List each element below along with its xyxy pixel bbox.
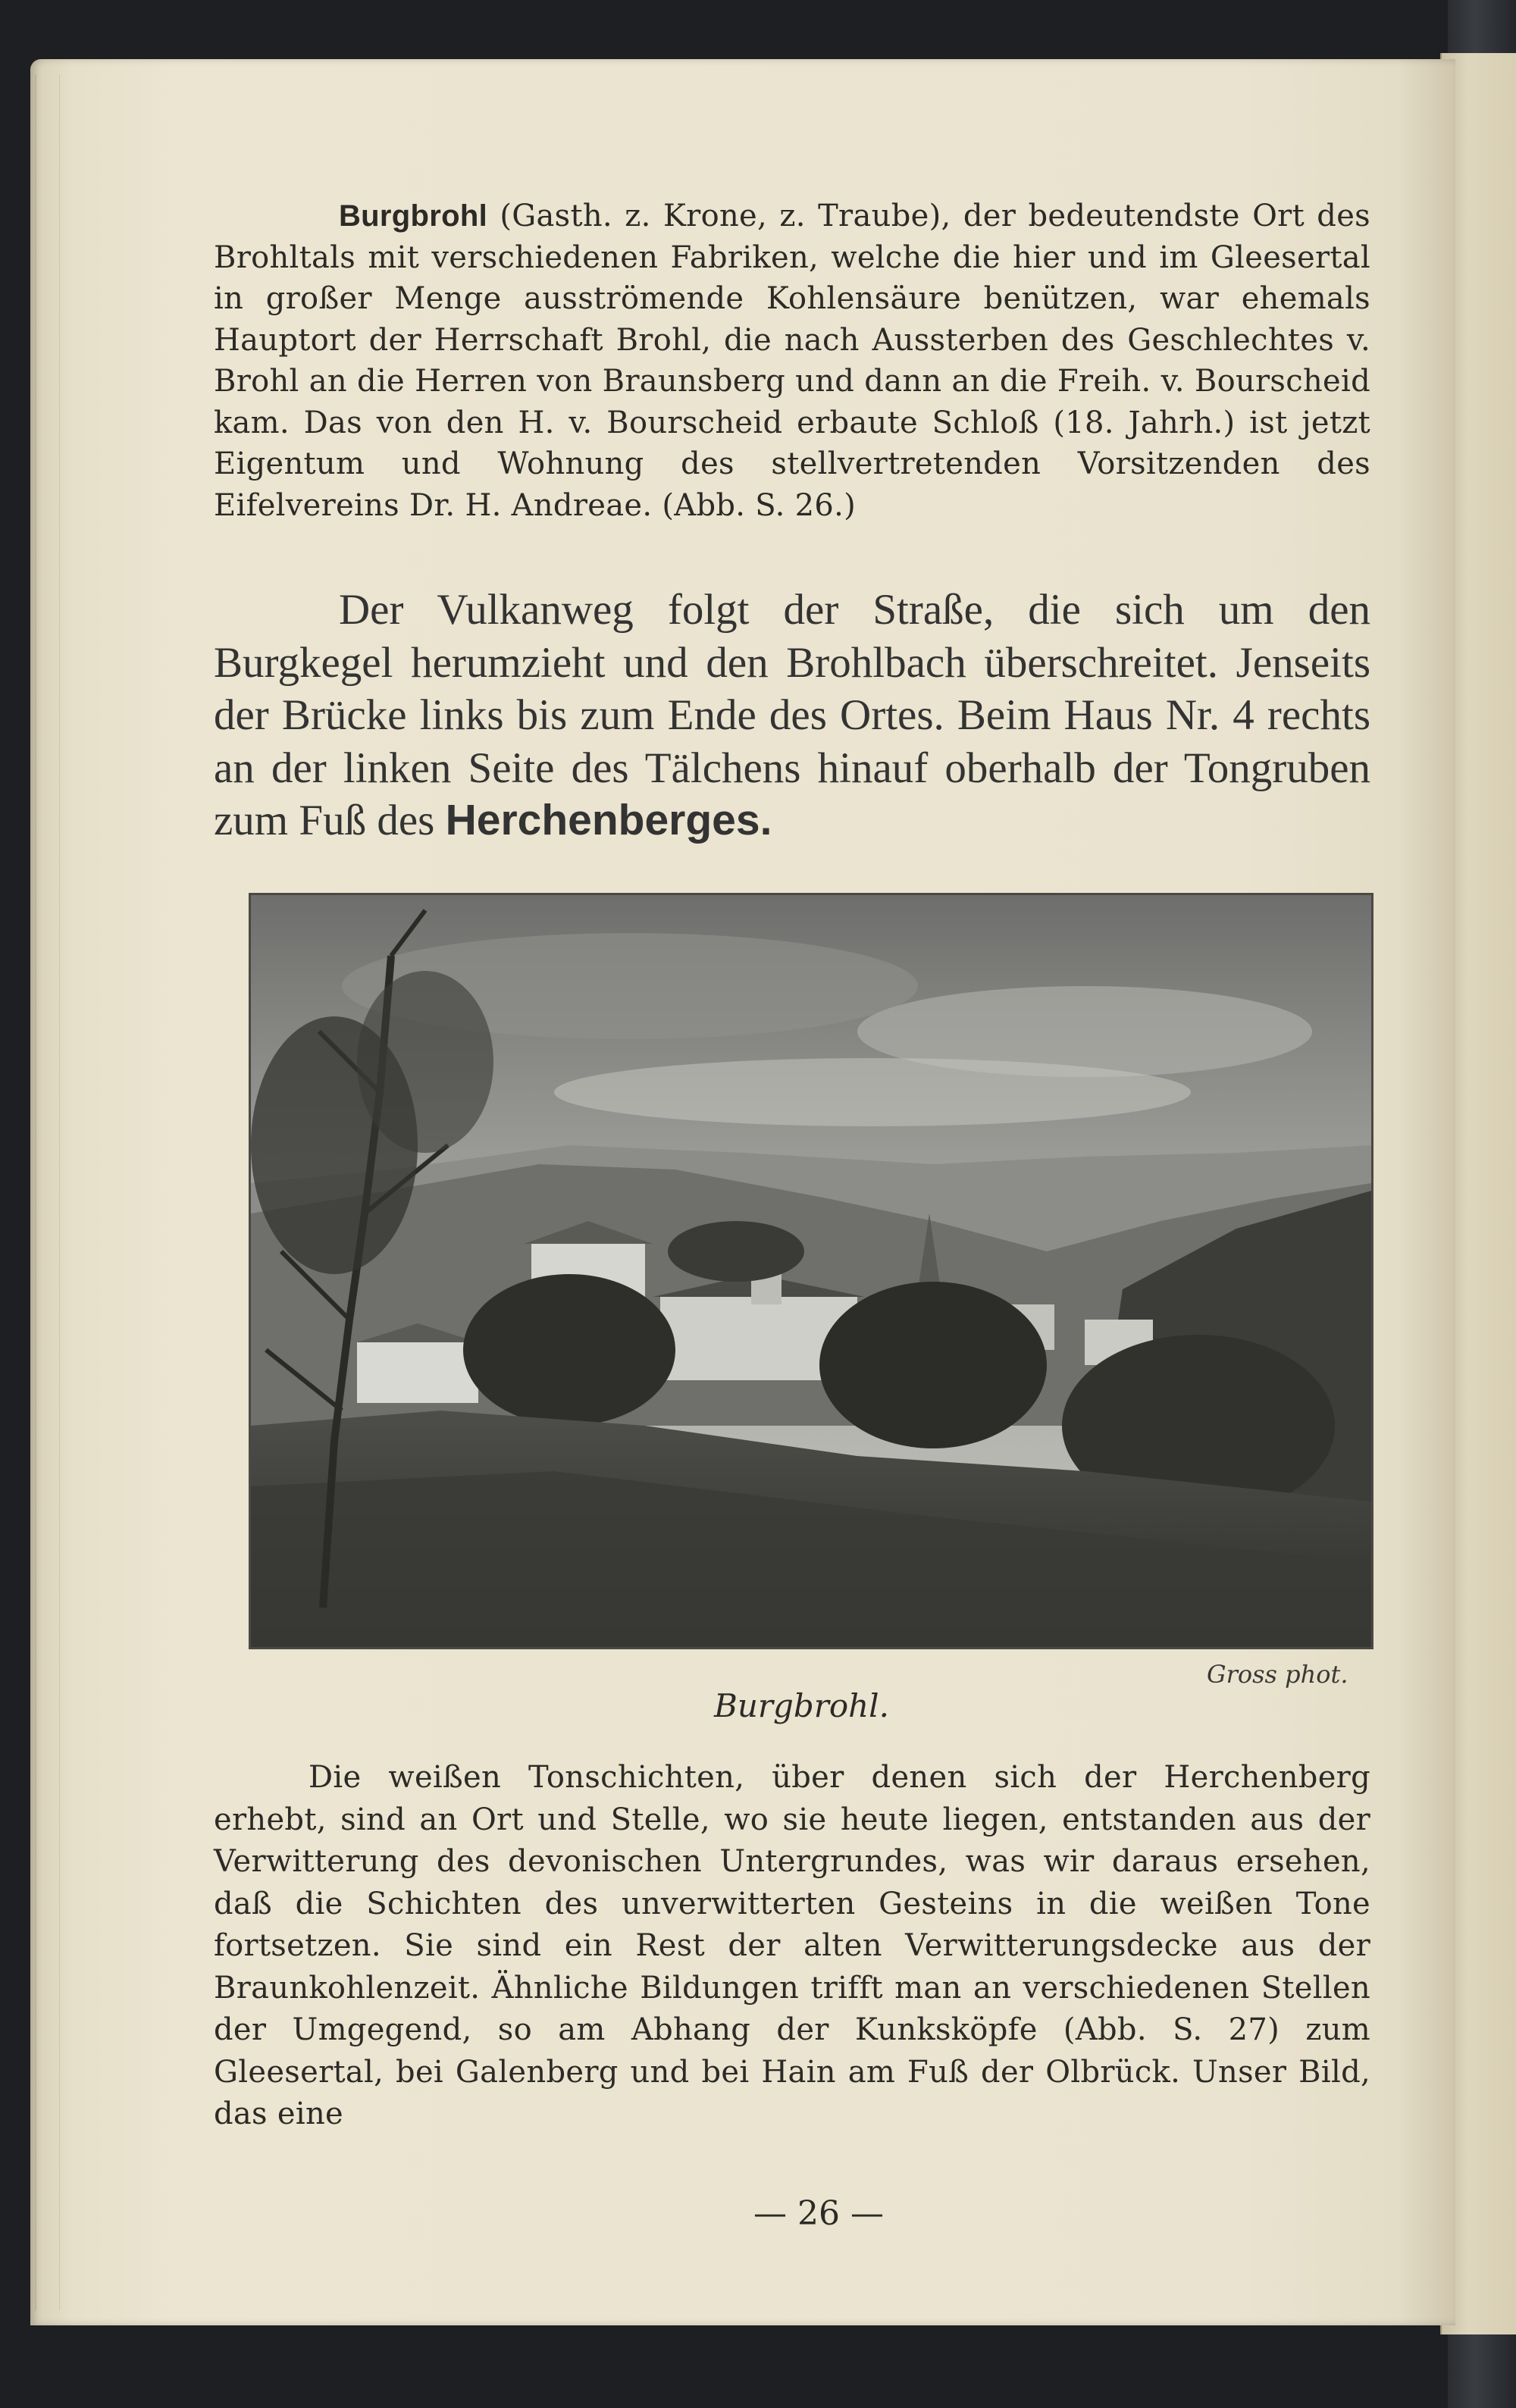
page-number: — 26 — — [753, 2194, 884, 2233]
photo-illustration — [251, 895, 1371, 1647]
photo-burgbrohl — [249, 893, 1373, 1649]
lead-word-burgbrohl: Burgbrohl — [339, 199, 488, 233]
paragraph-vulkanweg — [214, 584, 1370, 847]
photo-credit: Gross phot. — [1207, 1660, 1348, 1689]
photo-caption: Burgbrohl. — [714, 1687, 889, 1724]
paragraph-burgbrohl — [214, 196, 1370, 526]
paragraph-tonschichten — [214, 1757, 1370, 2136]
paragraph2-text: Der Vulkanweg folgt der Straße, die sich um den Burgkegel herumzieht und den Brohlbach überschreitet. Jenseits der Brücke links bis zum Ende des Ortes. Beim Haus Nr. 4 rechts an der linken Seite des Tälchens hinauf oberhalb der Tongruben zum Fuß des — [214, 586, 1370, 844]
paragraph1-text: (Gasth. z. Krone, z. Traube), der bedeutendste Ort des Brohltals mit verschiedenen Fabriken, welche die hier und im Gleesertal in großer Menge ausströmende Kohlensäure benützen, war ehemals Hauptort der Herrschaft Brohl, die nach Aussterben des Geschlechtes v. Brohl an die Herren von Braunsberg und dann an die Freih. v. Bourscheid kam. Das von den H. v. Bourscheid erbaute Schloß (18. Jahrh.) ist jetzt Eigentum und Wohnung des stellvertretenden Vorsitzenden des Eifelvereins Dr. H. Andreae. (Abb. S. 26.) — [214, 199, 1371, 523]
paragraph3-text: Die weißen Tonschichten, über denen sich der Herchenberg erhebt, sind an Ort und Stelle, wo sie heute liegen, entstanden aus der Verwitterung des devonischen Untergrundes, was wir daraus ersehen, daß die Schichten des unverwitterten Gesteins in die weißen Tone fortsetzen. Sie sind ein Rest der alten Verwitterungsdecke aus der Braunkohlenzeit. Ähnliche Bildungen trifft man an verschiedenen Stellen der Umgegend, so am Abhang der Kunksköpfe (Abb. S. 27) zum Gleesertal, bei Galenberg und bei Hain am Fuß der Olbrück. Unser Bild, das eine — [214, 1760, 1370, 2131]
page-edge-lines — [35, 74, 60, 2310]
bold-herchenberges: Herchenberges. — [445, 796, 772, 844]
